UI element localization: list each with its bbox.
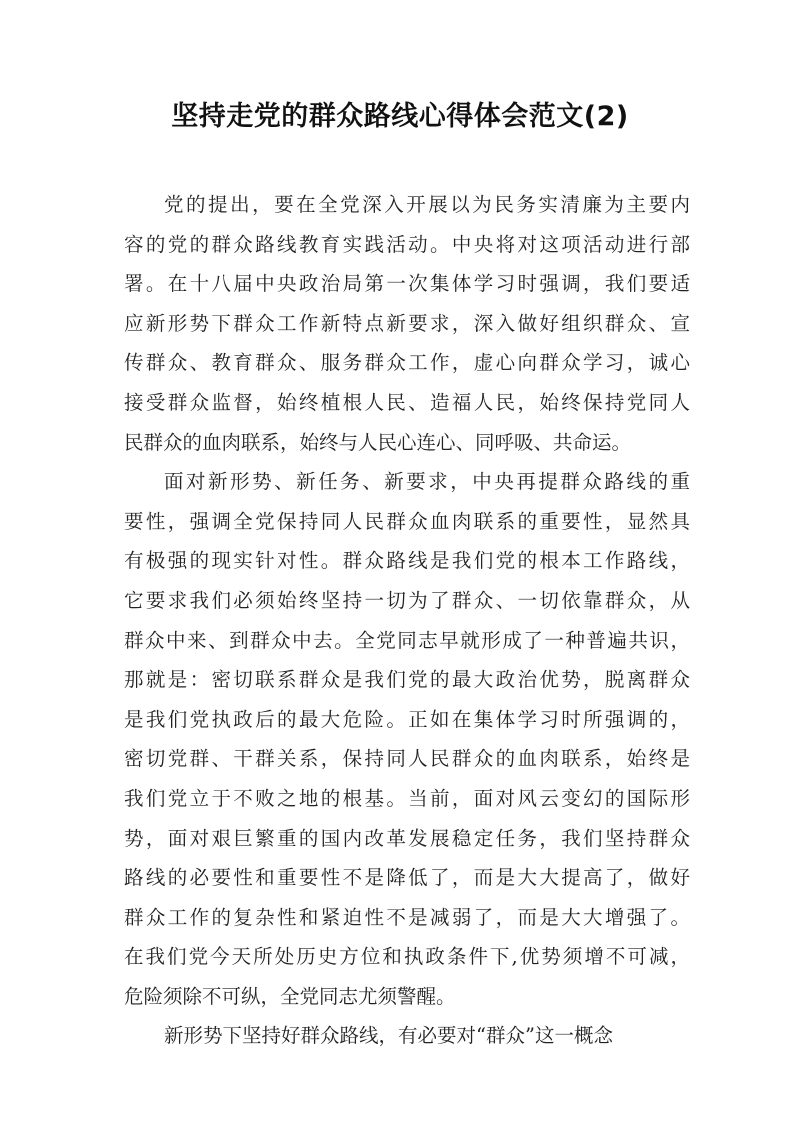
text-line: 新形势下坚持好群众路线，有必要对“群众”这一概念 [164, 1024, 613, 1048]
text-line: 群众工作的复杂性和紧迫性不是减弱了，而是大大增强了。 [124, 905, 690, 929]
text-line: 署。在十八届中央政治局第一次集体学习时强调，我们要适 [124, 272, 690, 296]
paragraph-2 [124, 462, 690, 1016]
text-line: 密切党群、干群关系，保持同人民群众的血肉联系，始终是 [124, 747, 690, 771]
text-line: 在我们党今天所处历史方位和执政条件下,优势须增不可减， [124, 945, 690, 969]
text-line: 要性，强调全党保持同人民群众血肉联系的重要性，显然具 [124, 509, 690, 533]
document-title: 坚持走党的群众路线心得体会范文(2) [171, 101, 629, 132]
text-line: 我们党立于不败之地的根基。当前，面对风云变幻的国际形 [124, 786, 690, 810]
text-line: 传群众、教育群众、服务群众工作，虚心向群众学习，诚心 [124, 351, 690, 375]
text-line: 民群众的血肉联系，始终与人民心连心、同呼吸、共命运。 [124, 430, 632, 454]
text-line: 面对新形势、新任务、新要求，中央再提群众路线的重 [164, 470, 690, 494]
text-line: 它要求我们必须始终坚持一切为了群众、一切依靠群众，从 [124, 588, 690, 612]
paragraph-3 [124, 1016, 690, 1056]
text-line: 路线的必要性和重要性不是降低了，而是大大提高了，做好 [124, 866, 690, 890]
text-line: 应新形势下群众工作新特点新要求，深入做好组织群众、宣 [124, 311, 690, 335]
text-line: 接受群众监督，始终植根人民、造福人民，始终保持党同人 [124, 390, 690, 414]
text-line: 群众中来、到群众中去。全党同志早就形成了一种普遍共识， [124, 628, 690, 652]
text-line: 容的党的群众路线教育实践活动。中央将对这项活动进行部 [124, 232, 690, 256]
text-line: 那就是：密切联系群众是我们党的最大政治优势，脱离群众 [124, 668, 690, 692]
text-line: 是我们党执政后的最大危险。正如在集体学习时所强调的， [124, 707, 690, 731]
text-line: 有极强的现实针对性。群众路线是我们党的根本工作路线， [124, 549, 690, 573]
paragraph-1 [124, 185, 690, 462]
document-body [124, 185, 690, 1056]
text-line: 危险须除不可纵，全党同志尤须警醒。 [124, 984, 456, 1008]
text-line: 势，面对艰巨繁重的国内改革发展稳定任务，我们坚持群众 [124, 826, 690, 850]
text-line: 党的提出，要在全党深入开展以为民务实清廉为主要内 [164, 193, 690, 216]
